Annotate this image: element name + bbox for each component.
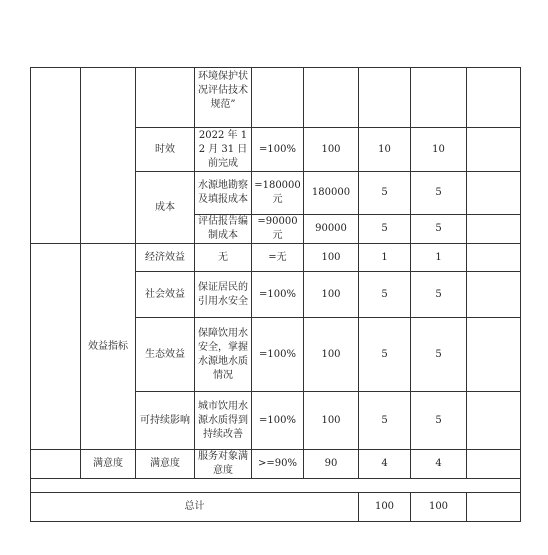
score-cell: 4 — [411, 450, 467, 479]
value-cell — [304, 68, 359, 128]
weight-cell: 1 — [359, 244, 411, 272]
remark-cell — [467, 318, 521, 392]
value-cell: 90000 — [304, 215, 359, 244]
level3-indicator-cell — [136, 68, 195, 128]
target-cell: =90000 元 — [252, 215, 304, 244]
indicator-cell: 2022 年 12 月 31 日前完成 — [195, 128, 252, 172]
level3-indicator-cell: 满意度 — [136, 450, 195, 479]
table-row — [31, 450, 521, 479]
target-cell: =无 — [252, 244, 304, 272]
score-cell: 5 — [411, 172, 467, 215]
level2-indicator-cell: 满意度 — [81, 450, 136, 479]
indicator-cell: 水源地勘察及填报成本 — [195, 172, 252, 215]
weight-cell: 5 — [359, 215, 411, 244]
level1-indicator-cell — [31, 244, 81, 450]
indicator-cell: 环境保护状况评估技术规范” — [195, 68, 252, 128]
table-row — [31, 244, 521, 272]
target-cell: =100% — [252, 128, 304, 172]
remark-cell — [467, 493, 521, 522]
value-cell: 100 — [304, 272, 359, 318]
weight-cell: 5 — [359, 172, 411, 215]
score-cell: 10 — [411, 128, 467, 172]
weight-cell: 5 — [359, 318, 411, 392]
indicator-cell: 城市饮用水源水质得到持续改善 — [195, 392, 252, 450]
remark-cell — [467, 172, 521, 215]
remark-cell — [467, 128, 521, 172]
level2-indicator-cell: 效益指标 — [81, 244, 136, 450]
level2-indicator-cell — [81, 68, 136, 244]
value-cell: 90 — [304, 450, 359, 479]
remark-cell — [467, 215, 521, 244]
remark-cell — [467, 272, 521, 318]
indicator-cell: 无 — [195, 244, 252, 272]
level1-indicator-cell — [31, 450, 81, 479]
value-cell: 100 — [304, 244, 359, 272]
weight-cell: 4 — [359, 450, 411, 479]
target-cell: =180000 元 — [252, 172, 304, 215]
indicator-cell: 评估报告编制成本 — [195, 215, 252, 244]
level3-indicator-cell: 可持续影响 — [136, 392, 195, 450]
value-cell: 100 — [304, 392, 359, 450]
total-row — [31, 493, 521, 522]
score-cell — [411, 68, 467, 128]
weight-cell: 5 — [359, 272, 411, 318]
score-cell: 5 — [411, 215, 467, 244]
remark-cell — [467, 68, 521, 128]
weight-cell: 5 — [359, 392, 411, 450]
level3-indicator-cell: 生态效益 — [136, 318, 195, 392]
total-weight: 100 — [359, 493, 411, 522]
score-cell: 5 — [411, 392, 467, 450]
remark-cell — [467, 392, 521, 450]
level3-indicator-cell: 成本 — [136, 172, 195, 244]
indicator-cell: 保障饮用水安全，掌握水源地水质情况 — [195, 318, 252, 392]
level3-indicator-cell: 时效 — [136, 128, 195, 172]
target-cell: =100% — [252, 318, 304, 392]
remark-cell — [467, 450, 521, 479]
target-cell: =100% — [252, 392, 304, 450]
target-cell — [252, 68, 304, 128]
target-cell: >=90% — [252, 450, 304, 479]
value-cell: 100 — [304, 318, 359, 392]
indicator-cell: 保证居民的引用水安全 — [195, 272, 252, 318]
value-cell: 100 — [304, 128, 359, 172]
remark-cell — [467, 244, 521, 272]
spacer-row — [31, 479, 521, 493]
indicator-cell: 服务对象满意度 — [195, 450, 252, 479]
value-cell: 180000 — [304, 172, 359, 215]
weight-cell — [359, 68, 411, 128]
target-cell: =100% — [252, 272, 304, 318]
score-cell: 1 — [411, 244, 467, 272]
level1-indicator-cell — [31, 68, 81, 244]
total-score: 100 — [411, 493, 467, 522]
empty-cell — [31, 479, 521, 493]
weight-cell: 10 — [359, 128, 411, 172]
performance-table — [30, 67, 521, 522]
table-row — [31, 68, 521, 128]
total-label: 总计 — [31, 493, 359, 522]
score-cell: 5 — [411, 272, 467, 318]
level3-indicator-cell: 社会效益 — [136, 272, 195, 318]
level3-indicator-cell: 经济效益 — [136, 244, 195, 272]
score-cell: 5 — [411, 318, 467, 392]
